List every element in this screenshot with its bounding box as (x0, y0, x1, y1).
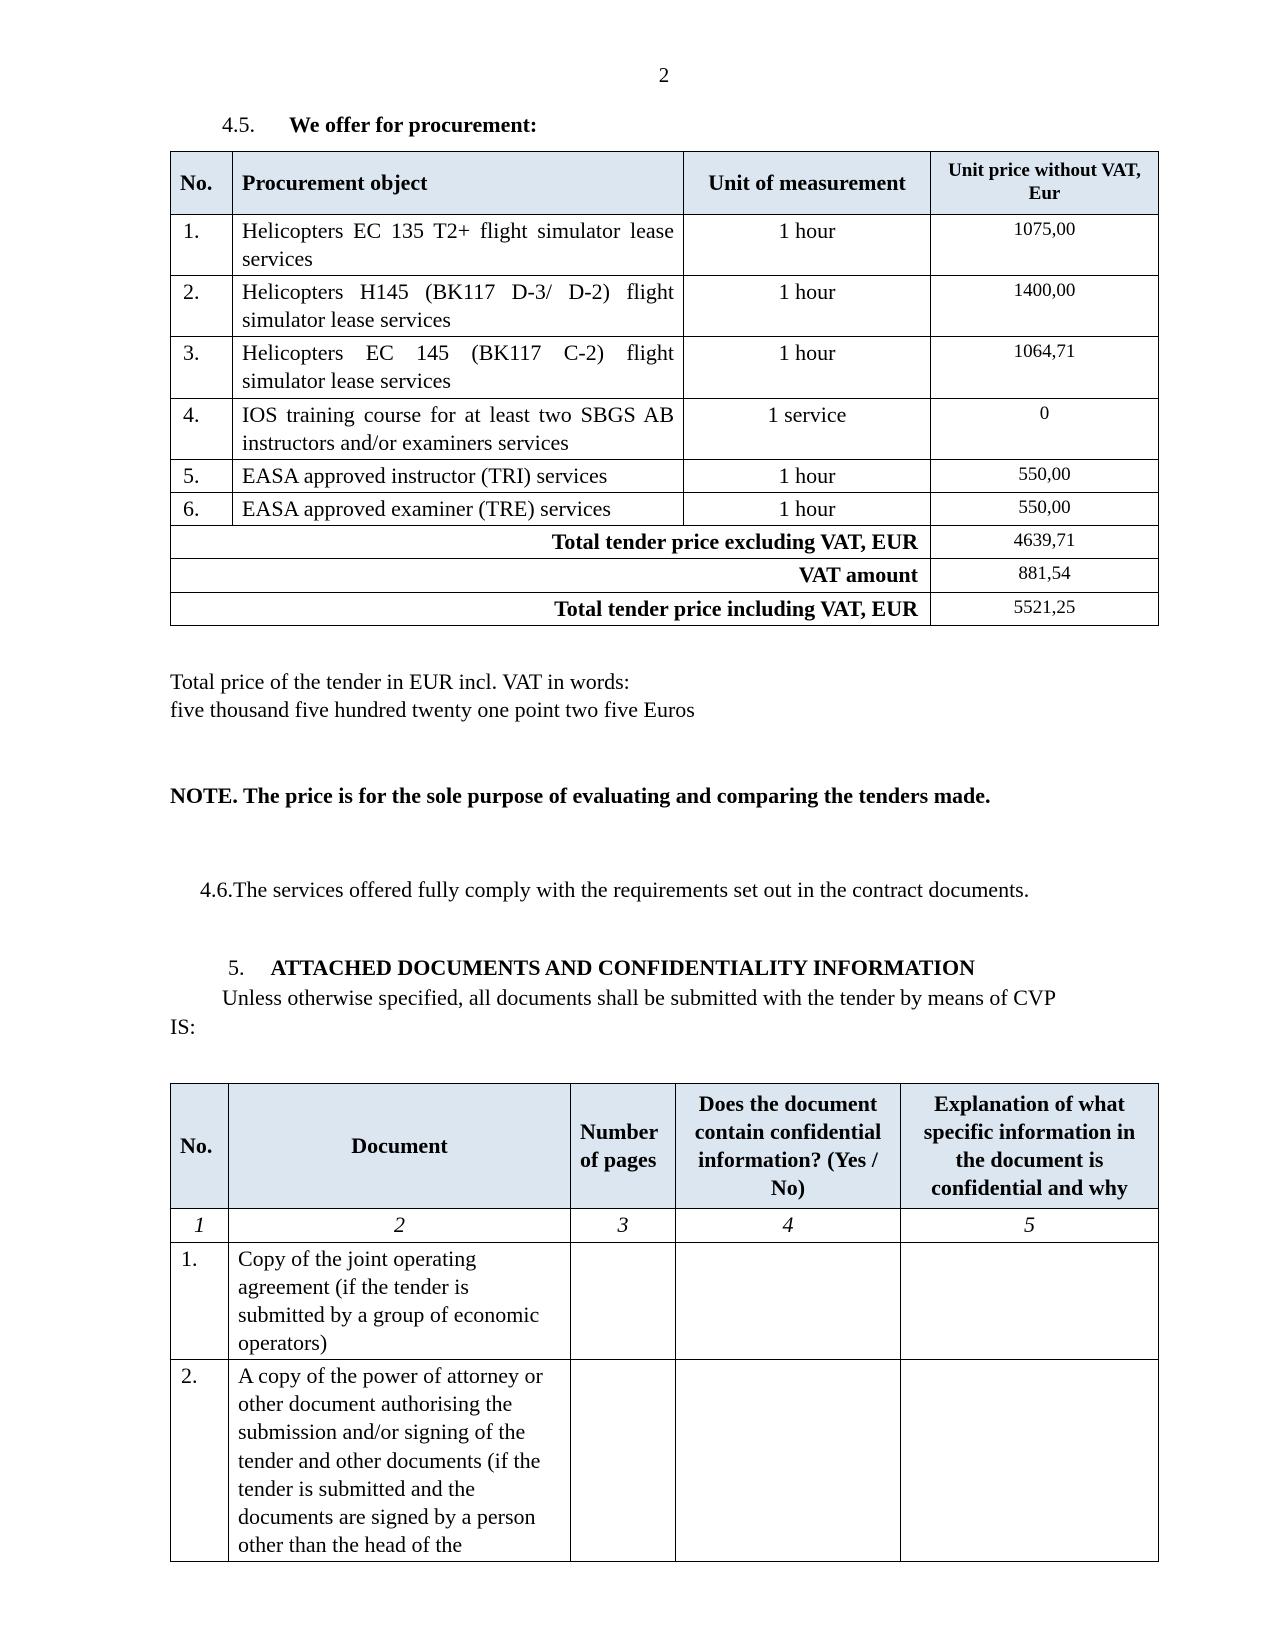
table-row (171, 493, 1159, 526)
header-unit-of-measurement: Unit of measurement (684, 152, 931, 215)
procurement-object: IOS training course for at least two SBGS AB instructors and/or examiners services (233, 398, 684, 459)
row-number: 1. (171, 1242, 229, 1360)
header-explanation: Explanation of what specific information in the document is confidential and why (901, 1083, 1159, 1209)
documents-table (170, 1083, 1159, 1563)
unit-of-measurement: 1 hour (684, 493, 931, 526)
row-number: 5. (171, 459, 233, 492)
header-procurement-object: Procurement object (233, 152, 684, 215)
confidential-cell (676, 1242, 901, 1360)
procurement-object: Helicopters H145 (BK117 D-3/ D-2) flight simulator lease services (233, 275, 684, 336)
section-4-5-number: 4.5. (222, 111, 255, 137)
unit-price: 550,00 (931, 459, 1159, 492)
unit-price: 1075,00 (931, 214, 1159, 275)
column-number: 2 (229, 1209, 571, 1242)
row-number: 2. (171, 1360, 229, 1562)
total-including-vat-value: 5521,25 (931, 592, 1159, 625)
price-in-words-text: five thousand five hundred twenty one point two five Euros (170, 696, 695, 722)
row-number: 2. (171, 275, 233, 336)
table-row (171, 459, 1159, 492)
unit-of-measurement: 1 service (684, 398, 931, 459)
section-5-title: ATTACHED DOCUMENTS AND CONFIDENTIALITY INFORMATION (270, 955, 975, 981)
section-5-intro (170, 984, 1158, 1040)
table-row (171, 1360, 1159, 1562)
confidential-cell (676, 1360, 901, 1562)
explanation-cell (901, 1360, 1159, 1562)
row-number: 6. (171, 493, 233, 526)
table-header-row (171, 1083, 1159, 1209)
procurement-object: EASA approved instructor (TRI) services (233, 459, 684, 492)
total-excluding-vat-label: Total tender price excluding VAT, EUR (171, 526, 931, 559)
table-row (171, 398, 1159, 459)
section-4-5-title: We offer for procurement: (289, 111, 538, 137)
procurement-object: Helicopters EC 135 T2+ flight simulator lease services (233, 214, 684, 275)
column-number: 1 (171, 1209, 229, 1242)
total-excluding-vat-value: 4639,71 (931, 526, 1159, 559)
section-5-intro-line1: Unless otherwise specified, all documents shall be submitted with the tender by means of CVP (222, 985, 1057, 1011)
section-4-6-text: 4.6.The services offered fully comply with the requirements set out in the contract documents. (200, 877, 1030, 903)
table-row (171, 275, 1159, 336)
explanation-cell (901, 1242, 1159, 1360)
column-numbers-row (171, 1209, 1159, 1242)
price-in-words (170, 668, 1158, 724)
total-including-vat-label: Total tender price including VAT, EUR (171, 592, 931, 625)
document-description: A copy of the power of attorney or other document authorising the submission and/or signing of the tender and other documents (if the tender is submitted and the documents are signed by a person other than the head of the (229, 1360, 571, 1562)
unit-price: 1400,00 (931, 275, 1159, 336)
row-number: 3. (171, 337, 233, 398)
vat-amount-label: VAT amount (171, 559, 931, 592)
pages-cell (571, 1242, 676, 1360)
column-number: 5 (901, 1209, 1159, 1242)
table-row (171, 1242, 1159, 1360)
section-5-intro-line2: IS: (170, 1013, 196, 1039)
unit-of-measurement: 1 hour (684, 275, 931, 336)
unit-of-measurement: 1 hour (684, 337, 931, 398)
total-row (171, 559, 1159, 592)
header-no: No. (171, 1083, 229, 1209)
document-description: Copy of the joint operating agreement (if the tender is submitted by a group of economic operators) (229, 1242, 571, 1360)
procurement-table (170, 151, 1159, 626)
unit-price: 0 (931, 398, 1159, 459)
row-number: 4. (171, 398, 233, 459)
column-number: 4 (676, 1209, 901, 1242)
pages-cell (571, 1360, 676, 1562)
header-no: No. (171, 152, 233, 215)
header-document: Document (229, 1083, 571, 1209)
procurement-object: Helicopters EC 145 (BK117 C-2) flight simulator lease services (233, 337, 684, 398)
header-confidential-information: Does the document contain confidential information? (Yes / No) (676, 1083, 901, 1209)
price-in-words-label: Total price of the tender in EUR incl. VAT in words: (170, 668, 630, 694)
unit-of-measurement: 1 hour (684, 214, 931, 275)
table-header-row (171, 152, 1159, 215)
note-text: NOTE. The price is for the sole purpose of evaluating and comparing the tenders made. (170, 782, 991, 808)
total-row (171, 592, 1159, 625)
total-row (171, 526, 1159, 559)
table-row (171, 214, 1159, 275)
procurement-object: EASA approved examiner (TRE) services (233, 493, 684, 526)
section-5-heading (228, 954, 1158, 982)
unit-price: 1064,71 (931, 337, 1159, 398)
section-4-5-heading (222, 111, 1158, 139)
vat-amount-value: 881,54 (931, 559, 1159, 592)
section-5-number: 5. (228, 955, 245, 981)
page-number: 2 (658, 63, 670, 87)
header-unit-price: Unit price without VAT, Eur (931, 152, 1159, 215)
header-number-of-pages: Number of pages (571, 1083, 676, 1209)
unit-of-measurement: 1 hour (684, 459, 931, 492)
row-number: 1. (171, 214, 233, 275)
column-number: 3 (571, 1209, 676, 1242)
table-row (171, 337, 1159, 398)
unit-price: 550,00 (931, 493, 1159, 526)
